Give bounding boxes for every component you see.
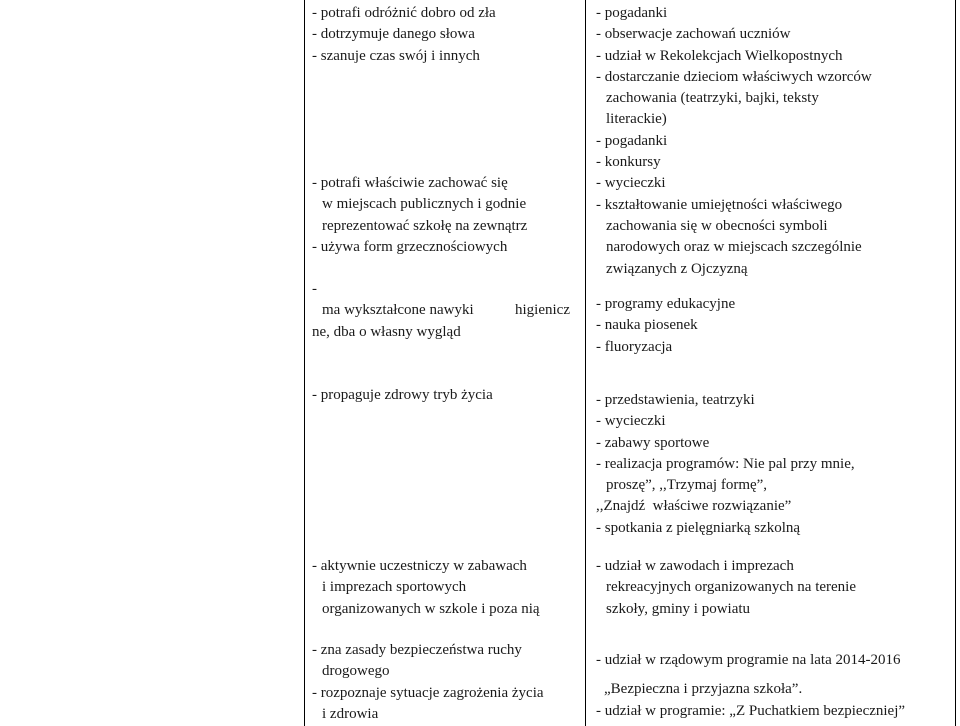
table-cell-text: - realizacja programów: Nie pal przy mnie,	[596, 455, 855, 472]
table-cell-text: organizowanych w szkole i poza nią	[322, 600, 540, 617]
table-cell-text: zachowania (teatrzyki, bajki, teksty	[606, 90, 819, 107]
table-cell-text: zachowania się w obecności symboli	[606, 217, 828, 234]
table-cell-text: - pogadanki	[596, 132, 668, 149]
table-cell-text: - udział w programie: „Z Puchatkiem bezpieczniej”	[596, 702, 906, 719]
table-cell-text: - zabawy sportowe	[596, 434, 710, 451]
table-cell-text: - szanuje czas swój i innych	[312, 47, 480, 64]
table-cell-text: „Bezpieczna i przyjazna szkoła”.	[604, 681, 803, 698]
table-cell-text: - pogadanki	[596, 5, 668, 21]
row3-left-cell	[312, 556, 582, 620]
table-cell-text: - udział w Rekolekcjach Wielkopostnych	[596, 47, 843, 64]
table-cell-text: literackie)	[606, 111, 667, 128]
table-cell-text: - udział w zawodach i imprezach	[596, 558, 794, 574]
table-cell-text: związanych z Ojczyzną	[606, 260, 748, 277]
table-cell-text: - spotkania z pielęgniarką szkolną	[596, 519, 801, 536]
table-cell-text: reprezentować szkołę na zewnątrz	[322, 217, 528, 234]
row4-right-cell	[596, 650, 951, 722]
row2-right-cell	[596, 390, 951, 539]
table-cell-text: - wycieczki	[596, 175, 666, 192]
row2-left-cell	[312, 385, 580, 406]
table-cell-text: - rozpoznaje sytuacje zagrożenia życia	[312, 684, 544, 701]
table-cell-text: - aktywnie uczestniczy w zabawach	[312, 558, 527, 574]
hygiene-line	[312, 300, 570, 321]
table-cell-text: - obserwacje zachowań uczniów	[596, 26, 791, 43]
table-cell-text: - konkursy	[596, 154, 661, 171]
row1-right-lower-cell	[596, 294, 951, 358]
row1-left-cell	[312, 3, 580, 67]
table-cell-text: - wycieczki	[596, 413, 666, 430]
table-cell-text: - propaguje zdrowy tryb życia	[312, 387, 493, 403]
row1-right-cell	[596, 3, 951, 280]
table-cell-text: w miejscach publicznych i godnie	[322, 196, 527, 213]
column-divider	[585, 0, 586, 726]
table-cell-text: - kształtowanie umiejętności właściwego	[596, 196, 843, 213]
table-cell-text: - udział w rządowym programie na lata 2014-2016	[596, 652, 901, 668]
table-cell-text: i imprezach sportowych	[322, 579, 467, 596]
row1-left-middle-cell	[312, 173, 580, 258]
table-cell-text: - zna zasady bezpieczeństwa ruchy	[312, 642, 522, 658]
table-cell-text: i zdrowia	[322, 705, 379, 722]
table-cell-text: drogowego	[322, 663, 390, 680]
table-cell-text: - używa form grzecznościowych	[312, 238, 508, 255]
table-cell-text: - nauka piosenek	[596, 317, 698, 334]
table-cell-text: - potrafi odróżnić dobro od zła	[312, 5, 496, 21]
row4-left-cell	[312, 640, 582, 725]
table-cell-text: - fluoryzacja	[596, 338, 673, 355]
table-cell-text: narodowych oraz w miejscach szczególnie	[606, 239, 862, 256]
table-cell-text: - dostarczanie dzieciom właściwych wzorców	[596, 68, 872, 85]
table-cell-text: higienicz	[515, 302, 570, 319]
row3-right-cell	[596, 556, 951, 620]
spacer	[596, 671, 951, 679]
table-cell-text: ,,Znajdź właściwe rozwiązanie”	[596, 498, 792, 515]
row1-left-hygiene-cell	[312, 279, 570, 343]
table-cell-text: - potrafi właściwie zachować się	[312, 175, 508, 191]
table-cell-text: proszę”, ,,Trzymaj formę”,	[606, 477, 768, 494]
table-cell-text: - programy edukacyjne	[596, 296, 736, 312]
table-cell-text: ne, dba o własny wygląd	[312, 323, 461, 340]
table-cell-text: -	[312, 281, 317, 297]
table-cell-text: ma wykształcone nawyki	[322, 302, 474, 319]
table-cell-text: rekreacyjnych organizowanych na terenie	[606, 579, 857, 596]
table-cell-text: - przedstawienia, teatrzyki	[596, 392, 755, 408]
table-cell-text: szkoły, gminy i powiatu	[606, 600, 751, 617]
table-cell-text: - dotrzymuje danego słowa	[312, 26, 475, 43]
